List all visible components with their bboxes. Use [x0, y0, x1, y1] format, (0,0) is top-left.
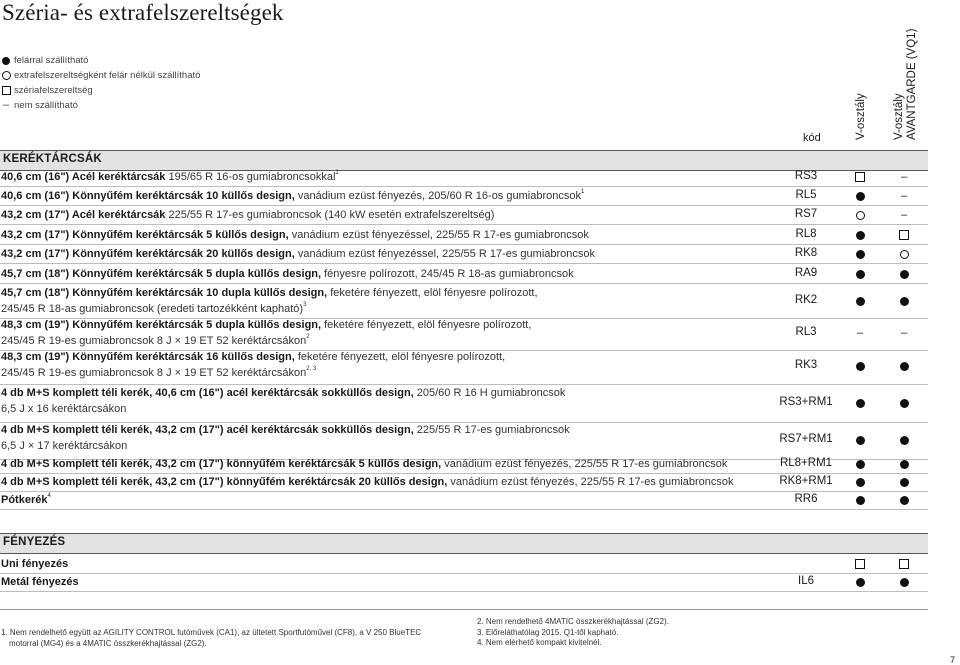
table-row [0, 266, 928, 282]
row-divider [0, 186, 928, 187]
dash-icon: – [856, 326, 864, 339]
availability-v-class [854, 248, 866, 260]
option-code: IL6 [798, 575, 814, 587]
filled-dot-icon [900, 478, 909, 487]
availability-avantgarde [898, 248, 910, 260]
row-description [1, 422, 570, 454]
filled-dot-icon [900, 399, 909, 408]
row-description [1, 492, 51, 508]
legend-item [1, 70, 200, 81]
availability-v-class [854, 476, 866, 488]
availability-avantgarde [898, 476, 910, 488]
filled-dot-icon [856, 270, 865, 279]
row-title: 43,2 cm (17") Könnyűfém keréktárcsák 5 küllős design, [1, 229, 289, 241]
ring-icon [2, 71, 11, 80]
section-title: FÉNYEZÉS [3, 536, 66, 548]
legend-text: felárral szállítható [14, 55, 89, 66]
availability-v-class [854, 360, 866, 372]
column-header-v-class: V-osztály [855, 93, 867, 140]
availability-avantgarde [898, 558, 910, 570]
row-description [1, 574, 79, 590]
availability-v-class [854, 494, 866, 506]
filled-dot-icon [900, 270, 909, 279]
table-row [0, 349, 928, 383]
legend-item [1, 85, 93, 96]
filled-dot-icon [856, 250, 865, 259]
row-description [1, 285, 538, 317]
row-title: 45,7 cm (18") Könnyűfém keréktárcsák 10 dupla küllős design, [1, 287, 328, 299]
footnotes-right [477, 617, 669, 649]
square-icon [899, 559, 909, 569]
availability-avantgarde [898, 494, 910, 506]
availability-avantgarde [898, 268, 910, 280]
table-row [0, 574, 928, 590]
row-title: 48,3 cm (19") Könnyűfém keréktárcsák 16 küllős design, [1, 351, 295, 363]
footnote: 2. Nem rendelhető 4MATIC összkerékhajtással (ZG2). [477, 617, 669, 626]
filled-dot-icon [856, 399, 865, 408]
table-row [0, 456, 928, 472]
row-title: Metál fényezés [1, 576, 79, 588]
row-detail: vanádium ezüst fényezéssel, 225/55 R 17-es gumiabroncsok [288, 229, 589, 241]
row-title: 43,2 cm (17") Acél keréktárcsák [1, 209, 166, 221]
table-row [0, 385, 928, 421]
row-title: 45,7 cm (18") Könnyűfém keréktárcsák 5 dupla küllős design, [1, 268, 322, 280]
row-description [1, 227, 589, 243]
row-title: 40,6 cm (16") Acél keréktárcsák [1, 171, 166, 183]
column-header-code: kód [803, 132, 821, 144]
filled-dot-icon [856, 578, 865, 587]
availability-v-class [854, 268, 866, 280]
row-divider [0, 509, 928, 510]
row-description [1, 456, 727, 472]
availability-avantgarde [898, 360, 910, 372]
filled-dot-icon [900, 460, 909, 469]
option-code: RR6 [794, 493, 818, 505]
legend-text: szériafelszereltség [14, 85, 93, 96]
footnote-ref: 1 [580, 189, 585, 195]
row-description [1, 556, 68, 572]
availability-avantgarde [898, 458, 910, 470]
dash-icon: – [900, 208, 908, 221]
availability-avantgarde [898, 190, 910, 202]
section-title: KERÉKTÁRCSÁK [3, 153, 102, 165]
filled-dot-icon [856, 460, 865, 469]
legend-text: extrafelszereltségként felár nélkül szállítható [14, 70, 201, 81]
row-detail: 225/55 R 17-es gumiabroncsok (140 kW esetén extrafelszereltség) [165, 209, 495, 221]
option-code: RL8 [795, 228, 817, 240]
option-code: RL5 [795, 189, 817, 201]
option-code: RK2 [794, 294, 818, 306]
row-title: 43,2 cm (17") Könnyűfém keréktárcsák 20 küllős design, [1, 248, 295, 260]
filled-dot-icon [856, 192, 865, 201]
availability-v-class [854, 295, 866, 307]
table-row [0, 285, 928, 317]
table-row [0, 246, 928, 262]
row-title: 4 db M+S komplett téli kerék, 43,2 cm (17") acél keréktárcsák sokküllős design, [1, 424, 414, 436]
availability-v-class [854, 434, 866, 446]
footnote: motorral (MG4) és a 4MATIC összkerékhajtással (ZG2). [9, 638, 207, 648]
option-code: RK8+RM1 [779, 475, 833, 487]
legend-item [1, 55, 88, 66]
row-detail: feketére fényezett, elöl fényesre polírozott, [327, 287, 538, 299]
filled-dot-icon [856, 496, 865, 505]
row-description [1, 188, 584, 204]
availability-avantgarde [898, 171, 910, 183]
availability-avantgarde [898, 229, 910, 241]
row-divider [0, 283, 928, 284]
availability-avantgarde [898, 397, 910, 409]
column-header-v-class-avantgarde [893, 29, 919, 140]
page-title: Széria- és extrafelszereltségek [2, 0, 284, 25]
availability-v-class [854, 397, 866, 409]
row-description [1, 246, 595, 262]
dash-icon: – [900, 326, 908, 339]
availability-v-class [854, 190, 866, 202]
row-divider [0, 205, 928, 206]
availability-v-class [854, 327, 866, 339]
availability-avantgarde [898, 576, 910, 588]
row-description [1, 349, 505, 381]
filled-dot-icon [856, 478, 865, 487]
row-detail: 205/60 R 16 H gumiabroncsok [413, 387, 566, 399]
dash-icon: – [2, 99, 10, 111]
filled-dot-icon [856, 297, 865, 306]
row-divider [0, 244, 928, 245]
availability-v-class [854, 229, 866, 241]
option-code: RS3+RM1 [779, 396, 833, 408]
availability-avantgarde [898, 434, 910, 446]
availability-avantgarde [898, 327, 910, 339]
table-row [0, 556, 928, 572]
footnote-ref: 2 [306, 334, 310, 340]
row-title: Uni fényezés [1, 558, 69, 570]
filled-dot-icon [900, 297, 909, 306]
column-header-line: V-osztály [893, 93, 905, 140]
filled-dot-icon [900, 362, 909, 371]
availability-avantgarde [898, 295, 910, 307]
filled-dot-icon [2, 57, 10, 65]
footnote-ref: 2, 3 [306, 366, 317, 372]
table-row [0, 492, 928, 508]
row-title: 4 db M+S komplett téli kerék, 43,2 cm (17") könnyűfém keréktárcsák 20 küllős design, [1, 476, 448, 488]
row-description [1, 169, 339, 185]
table-row [0, 422, 928, 458]
column-header-line: AVANTGARDE (VQ1) [906, 28, 918, 140]
filled-dot-icon [900, 436, 909, 445]
row-divider [0, 591, 928, 592]
footnote-ref: 3 [303, 302, 307, 308]
row-detail: 6,5 J × 17 keréktárcsákon [1, 440, 128, 452]
option-code: RA9 [794, 267, 818, 279]
ring-icon [900, 250, 909, 259]
option-code: RS7+RM1 [779, 433, 833, 445]
availability-v-class [854, 171, 866, 183]
footnotes-left [1, 628, 421, 649]
row-detail: 225/55 R 17-es gumiabroncsok [413, 424, 570, 436]
row-detail: 245/45 R 19-es gumiabroncsok 8 J × 19 ET 52 keréktárcsákon [1, 335, 307, 347]
footnote: 1. Nem rendelhető együtt az AGILITY CONTROL futóművek (CA1), az ültetett Sportfutóművel (CF8), a V 250 BlueTEC [1, 628, 422, 637]
availability-v-class [854, 558, 866, 570]
table-row [0, 227, 928, 243]
row-detail: feketére fényezett, elöl fényesre polírozott, [321, 319, 532, 331]
row-title: 40,6 cm (16") Könnyűfém keréktárcsák 10 küllős design, [1, 190, 295, 202]
row-detail: fényesre polírozott, 245/45 R 18-as gumiabroncsok [321, 268, 574, 280]
row-description [1, 207, 494, 223]
option-code: RL3 [795, 326, 817, 338]
section-header [0, 150, 928, 171]
square-icon [855, 559, 865, 569]
row-description [1, 317, 531, 349]
row-detail: vanádium ezüst fényezés, 205/60 R 16-os gumiabroncsok [294, 190, 581, 202]
footnote: 3. Előreláthatólag 2015. Q1-től kapható. [477, 627, 619, 637]
page-number: 7 [950, 655, 956, 665]
row-title: 4 db M+S komplett téli kerék, 43,2 cm (17") könnyűfém keréktárcsák 5 küllős design, [1, 458, 442, 470]
table-row [0, 207, 928, 223]
legend-text: nem szállítható [14, 100, 78, 111]
table-row [0, 317, 928, 349]
availability-v-class [854, 458, 866, 470]
square-icon [855, 172, 865, 182]
row-detail: vanádium ezüst fényezés, 225/55 R 17-es gumiabroncsok [441, 458, 728, 470]
table-row [0, 474, 928, 490]
option-code: RK8 [794, 247, 818, 259]
row-detail: 6,5 J x 16 keréktárcsákon [1, 403, 127, 415]
row-title: 4 db M+S komplett téli kerék, 40,6 cm (16") acél keréktárcsák sokküllős design, [1, 387, 414, 399]
table-row [0, 188, 928, 204]
filled-dot-icon [856, 436, 865, 445]
dash-icon: – [900, 170, 908, 183]
filled-dot-icon [900, 496, 909, 505]
option-code: RS3 [794, 170, 818, 182]
option-code: RL8+RM1 [779, 457, 833, 469]
option-code: RK3 [794, 359, 818, 371]
table-row [0, 169, 928, 185]
square-icon [899, 230, 909, 240]
row-detail: 245/45 R 18-as gumiabroncsok (eredeti tartozékként kapható) [1, 303, 304, 315]
availability-v-class [854, 576, 866, 588]
ring-icon [856, 211, 865, 220]
row-divider [0, 224, 928, 225]
row-detail: vanádium ezüst fényezés, 225/55 R 17-es gumiabroncsok [447, 476, 734, 488]
filled-dot-icon [856, 231, 865, 240]
row-title: Pótkerék [1, 494, 48, 506]
footnote-ref: 1 [335, 170, 339, 176]
dash-icon: – [900, 189, 908, 202]
row-title: 48,3 cm (19") Könnyűfém keréktárcsák 5 dupla küllős design, [1, 319, 322, 331]
row-description [1, 266, 574, 282]
row-detail: vanádium ezüst fényezéssel, 225/55 R 17-es gumiabroncsok [294, 248, 596, 260]
row-detail: 245/45 R 19-es gumiabroncsok 8 J × 19 ET 52 keréktárcsákon [1, 367, 307, 379]
row-description [1, 474, 734, 490]
section-header [0, 533, 928, 554]
legend-item [1, 100, 78, 111]
filled-dot-icon [856, 362, 865, 371]
row-detail: feketére fényezett, elöl fényesre polírozott, [294, 351, 506, 363]
square-icon [2, 86, 11, 95]
row-divider [0, 263, 928, 264]
footnote-ref: 4 [47, 493, 51, 499]
availability-avantgarde [898, 209, 910, 221]
row-detail: 195/65 R 16-os gumiabroncsokkal [165, 171, 336, 183]
footnote: 4. Nem elérhető kompakt kivitelnél. [477, 638, 602, 647]
option-code: RS7 [794, 208, 818, 220]
availability-v-class [854, 209, 866, 221]
row-description [1, 385, 565, 417]
filled-dot-icon [900, 578, 909, 587]
